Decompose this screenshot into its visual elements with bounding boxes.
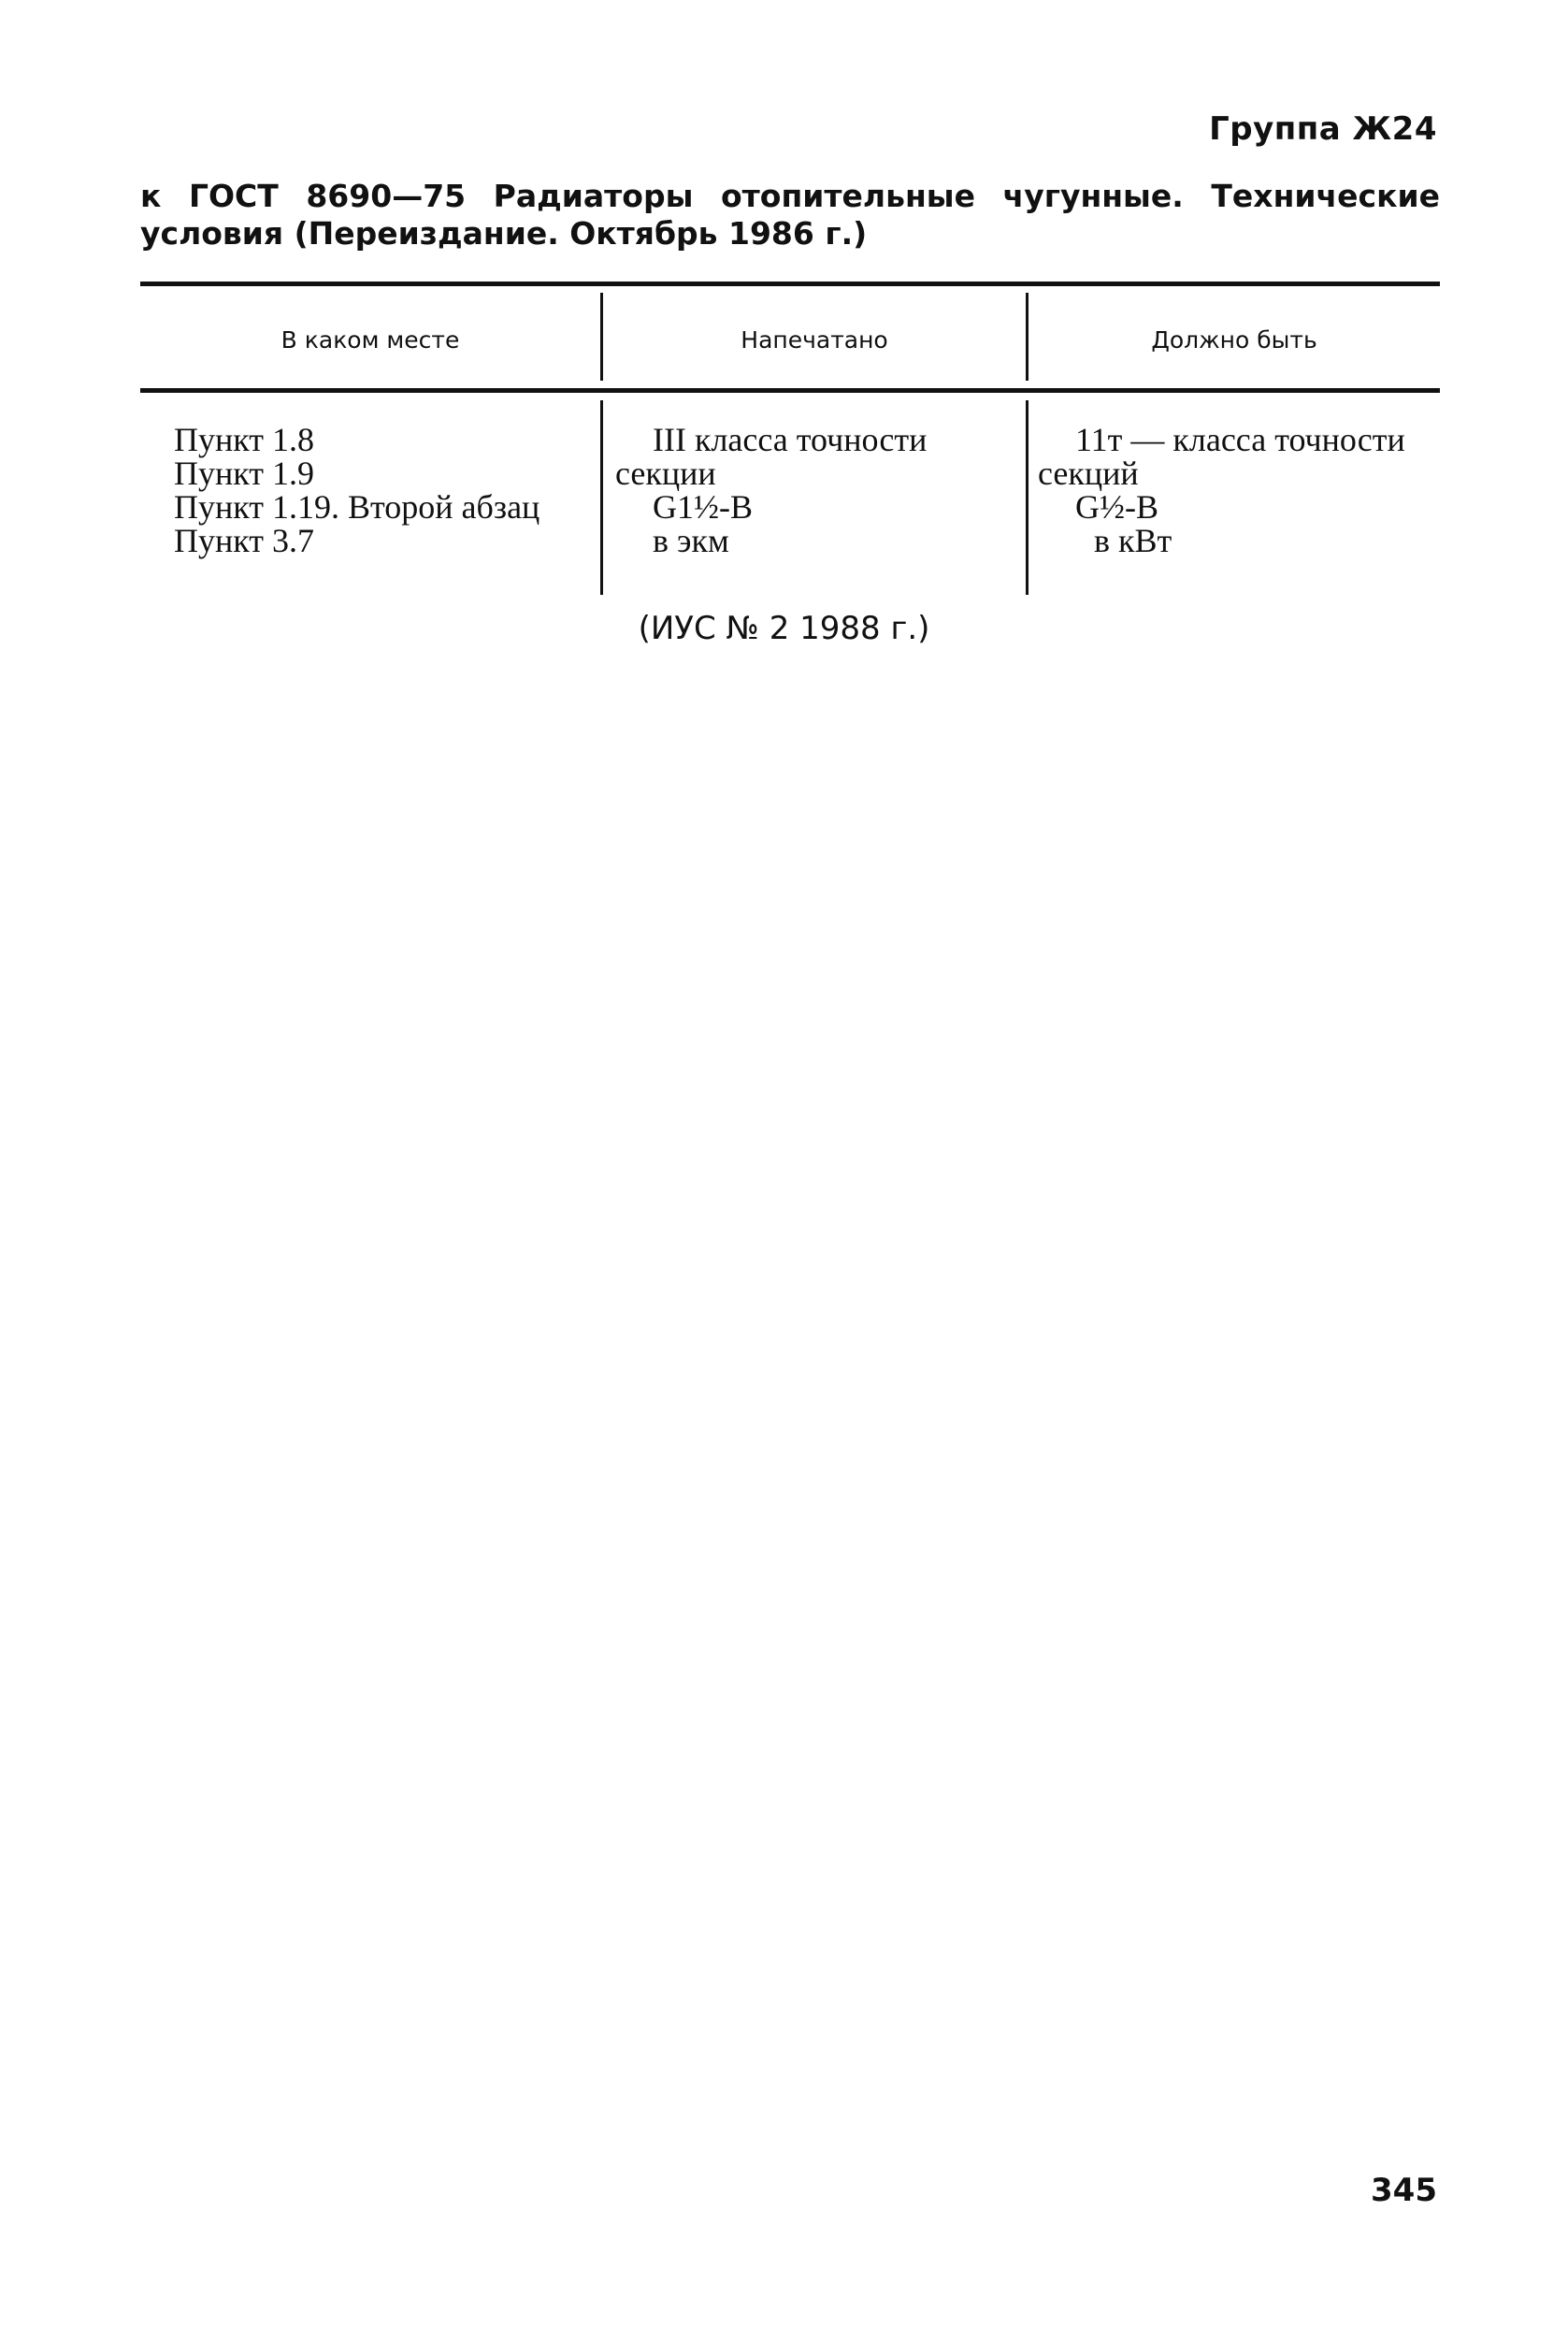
table-cell: в экм <box>653 522 729 559</box>
table-cell: в кВт <box>1094 522 1172 559</box>
column-header-should-be: Должно быть <box>1151 326 1317 354</box>
table-cell: секции <box>615 455 716 492</box>
table-cell: Пункт 1.9 <box>174 455 315 492</box>
table-cell: Пункт 1.19. Второй абзац <box>174 488 540 526</box>
document-title: к ГОСТ 8690—75 Радиаторы отопительные чугунные. Технические условия (Переиздание. Октябрь 1986 г.) <box>140 178 1440 252</box>
column-printed <box>615 423 1017 557</box>
table-cell: G½-В <box>1075 488 1158 526</box>
body-divider-1 <box>600 400 603 595</box>
table-cell: 11т — класса точности <box>1075 421 1405 458</box>
column-should-be <box>1038 423 1440 557</box>
amendment-note: (ИУС № 2 1988 г.) <box>638 610 930 647</box>
table-cell: Пункт 3.7 <box>174 522 315 559</box>
group-code: Группа Ж24 <box>1209 110 1437 148</box>
column-header-place: В каком месте <box>281 326 460 354</box>
column-header-printed: Напечатано <box>741 326 888 354</box>
table-top-rule <box>140 282 1440 286</box>
table-header-rule <box>140 388 1440 393</box>
table-cell: Пункт 1.8 <box>174 421 315 458</box>
table-cell: G1½-В <box>653 488 753 526</box>
table-cell: секций <box>1038 455 1139 492</box>
column-place <box>174 423 539 557</box>
table-cell: III класса точности <box>653 421 928 458</box>
body-divider-2 <box>1026 400 1029 595</box>
page-number: 345 <box>1371 2172 1437 2209</box>
